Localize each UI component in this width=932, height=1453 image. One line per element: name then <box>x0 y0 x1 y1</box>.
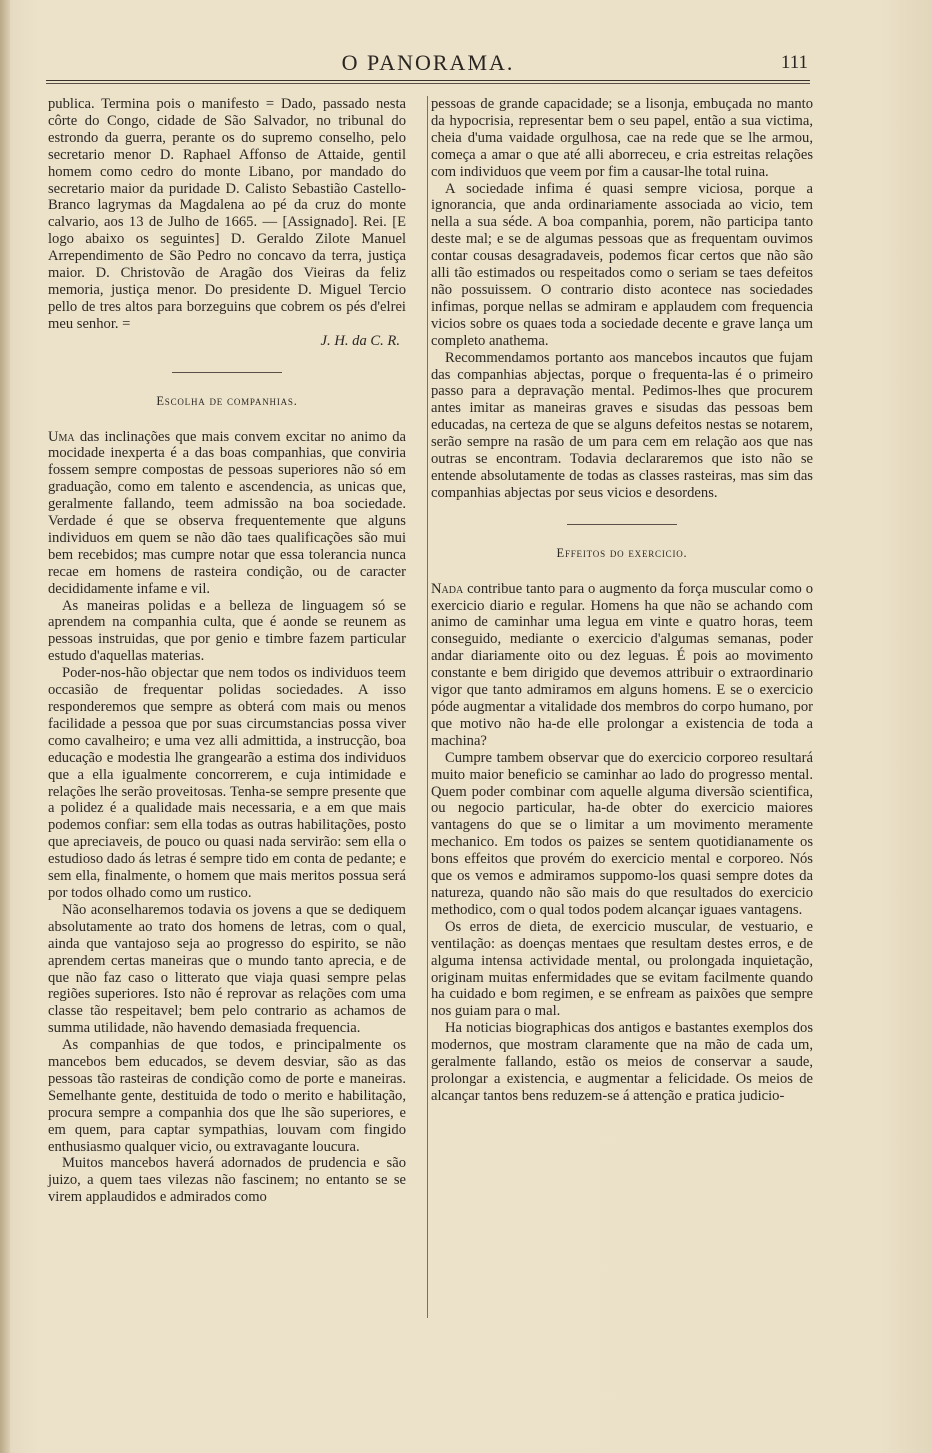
article-signature: J. H. da C. R. <box>320 332 400 349</box>
manifesto-paragraph: publica. Termina pois o manifesto = Dado, passado nesta côrte do Congo, cidade de São Salvador, no tribunal do estrondo da guerra, perante os do supremo conselho, pelo secretario menor D. Raphael Affonso de Attaide, gentil homem como cedro do monte Libano, por mandado do secretario maior da puridade D. Calisto Sebastião Castello-Branco lagrymas da Magdalena ao pé da cruz do monte calvario, aos 13 de Julho de 1665. — [Assignado]. Rei. [E logo abaixo os seguintes] D. Geraldo Zilote Manuel Arrependimento de São Pedro no concavo da terra, justiça maior. D. Christovão de Aragão dos Vieiras da feliz memoria, justiça menor. Do presidente D. Miguel Tercio pello de tres altos para borzeguins que cobrem os pés d'elrei meu senhor. = <box>48 96 406 332</box>
page-number: 111 <box>780 52 808 73</box>
drop-word: Uma <box>48 428 75 445</box>
paragraph: pessoas de grande capacidade; se a lisonja, embuçada no manto da hypocrisia, representar bem o seu papel, então a sua victima, cheia d'uma vaidade orgulhosa, cae na rede que se lhe armou, começa a amar o que até alli aborreceu, e cria estreitas relações com individuos que veem por fim a causar-lhe total ruina. <box>431 96 813 180</box>
paragraph <box>431 581 813 750</box>
paragraph: Recommendamos portanto aos mancebos incautos que fujam das companhias abjectas, porque o frequenta-las é o primeiro passo para a depravação mental. Pedimos-lhes que procurem antes imitar as maneiras graves e sisudas das pessoas bem educadas, na certeza de que se alguns defeitos nestas se notarem, serão sempre na rasão de um para cem em relação aos que nas outras se encontram. Todavia declararemos que isto não se entende absolutamente de todas as classes rasteiras, mas sim das companhias abjectas por seus vicios e desordens. <box>431 349 813 501</box>
drop-word: Nada <box>431 580 464 597</box>
paragraph: Cumpre tambem observar que do exercicio corporeo resultará muito maior beneficio se caminhar ao lado do progresso mental. Quem poder combinar com aquelle alguma diversão scientifica, ou negocio particular, ha-de obter do exercicio maiores vantagens do que se o limitar a um movimento meramente mechanico. Em todos os paizes se sentem quotidianamente os bons effeitos que provém do exercicio mental e corporeo. Nós que os vemos e admiramos suppomo-los quasi sempre dotes da natureza, quando não são mais do que resultados do exercicio methodico, com o qual todos podem alcançar iguaes vantagens. <box>431 749 813 918</box>
paragraph <box>48 429 406 598</box>
right-column <box>431 96 813 1105</box>
paragraph: Poder-nos-hão objectar que nem todos os individuos teem occasião de frequentar polidas sociedades. A isso responderemos que sempre as obterá com mais ou menos facilidade a pessoa que por suas circumstancias possa viver como cavalheiro; e uma vez alli admittida, a instrucção, boa educação e modestia lhe grangearão a estima dos individuos que a ella igualmente concorrerem, e cuja intimidade e relações lhe serão proveitosas. Tenha-se sempre presente que a polidez é a qualidade mais necessaria, e a em que mais podemos confiar: sem ella todas as outras habilitações, posto que apreciaveis, de pouco ou quasi nada servirão: sem ella o estudioso dado ás letras é sempre tido em conta de pedante; e sem ella, finalmente, o homem que mais meritos possua será por todos olhado como um rustico. <box>48 665 406 901</box>
paragraph: Não aconselharemos todavia os jovens a que se dediquem absolutamente ao trato dos homens de letras, com o qual, ainda que vantajoso seja ao progresso do espirito, se não aprendem certas maneiras que o mundo tanto aprecia, e de que não faz caso o litterato que viaja quasi sempre pelas regiões superiores. Isto não é reprovar as relações com uma classe tão respeitavel; bem pelo contrario as achamos de summa utilidade, não havendo demasiada frequencia. <box>48 901 406 1037</box>
paragraph: A sociedade infima é quasi sempre viciosa, porque a ignorancia, que anda ordinariamente associada ao vicio, tem nella a sua séde. A boa companhia, porem, não participa tanto deste mal; e se de algumas pessoas que as frequentam ouvimos contar cousas desagradaveis, podemos ficar certos que não são alli tão estimados ou respeitados como o seriam se taes defeitos não possuissem. O contrario disto acontece nas sociedades infimas, porque nellas se admiram e applaudem com frequencia vicios sobre os quaes toda a sociedade decente e grave lança um completo anathema. <box>431 180 813 349</box>
header-rule <box>46 80 810 81</box>
left-column <box>48 96 406 1206</box>
column-divider <box>427 96 428 1318</box>
journal-title: O PANORAMA. <box>341 50 515 75</box>
paragraph-text: contribue tanto para o augmento da força muscular como o exercicio diario e regular. Homens ha que não se achando com animo de caminhar uma legua em vinte e quatro horas, teem conseguido, mediante o exercicio d'algumas semanas, poder andar diariamente oito ou dez leguas. É pois ao movimento constante e bem dirigido que devemos attribuir o extraordinario vigor que tanto admiramos em alguns homens. E se o exercicio póde augmentar a vitalidade dos membros do corpo humano, por que motivo não ha-de elle prolongar a existencia de toda a machina? <box>431 580 813 749</box>
paragraph: As maneiras polidas e a belleza de linguagem só se aprendem na companhia culta, que é aonde se reunem as pessoas instruidas, que por genio e timbre fazem particular estudo d'aquellas materias. <box>48 597 406 665</box>
page-header <box>48 50 808 80</box>
section-heading-exercicio: Effeitos do exercicio. <box>556 545 688 560</box>
paragraph: Muitos mancebos haverá adornados de prudencia e são juizo, a quem taes vilezas não fascinem; no entanto se se virem applaudidos e admirados como <box>48 1155 406 1206</box>
paragraph: Os erros de dieta, de exercicio muscular, de vestuario, e ventilação: as doenças mentaes que resultam destes erros, e de alguma intensa actividade mental, ou prolongada inquietação, originam muitas enfermidades que se evitam facilmente quando ha cuidado e bom regimen, e se enfream as paixões que sempre nos guiam para o mal. <box>431 918 813 1020</box>
paragraph-text: das inclinações que mais convem excitar no animo da mocidade inexperta é a das boas companhias, que conviria fossem sempre compostas de pessoas superiores não só em graduação, como em talento e ascendencia, as unicas que, geralmente fallando, teem admissão na boa sociedade. Verdade é que se observa frequentemente que alguns individuos em quem se não dão taes qualificações são mui bem recebidos; mas cumpre notar que essa tolerancia nunca recae em homens de rasteira condição, ou de caracter decididamente infame e vil. <box>48 428 406 597</box>
article-separator <box>172 372 282 373</box>
article-separator <box>567 524 677 525</box>
paragraph: As companhias de que todos, e principalmente os mancebos bem educados, se devem desviar, são as das pessoas tão rasteiras de condição como de porte e maneiras. Semelhante gente, destituida de todo o merito e habilitação, procura sempre a companhia dos que lhe são superiores, e em quem, para captar sympathias, louvam com fingido enthusiasmo qualquer vicio, ou extravagante loucura. <box>48 1037 406 1155</box>
page-binding-edge <box>0 0 10 1453</box>
header-rule-thin <box>46 83 810 84</box>
section-heading-companhias: Escolha de companhias. <box>156 393 298 408</box>
paragraph: Ha noticias biographicas dos antigos e bastantes exemplos dos modernos, que mostram claramente que na mão de cada um, geralmente fallando, estão os meios de conservar a saude, prolongar a existencia, e augmentar a felicidade. Os meios de alcançar tantos bens reduzem-se á attenção e pratica judicio- <box>431 1020 813 1104</box>
